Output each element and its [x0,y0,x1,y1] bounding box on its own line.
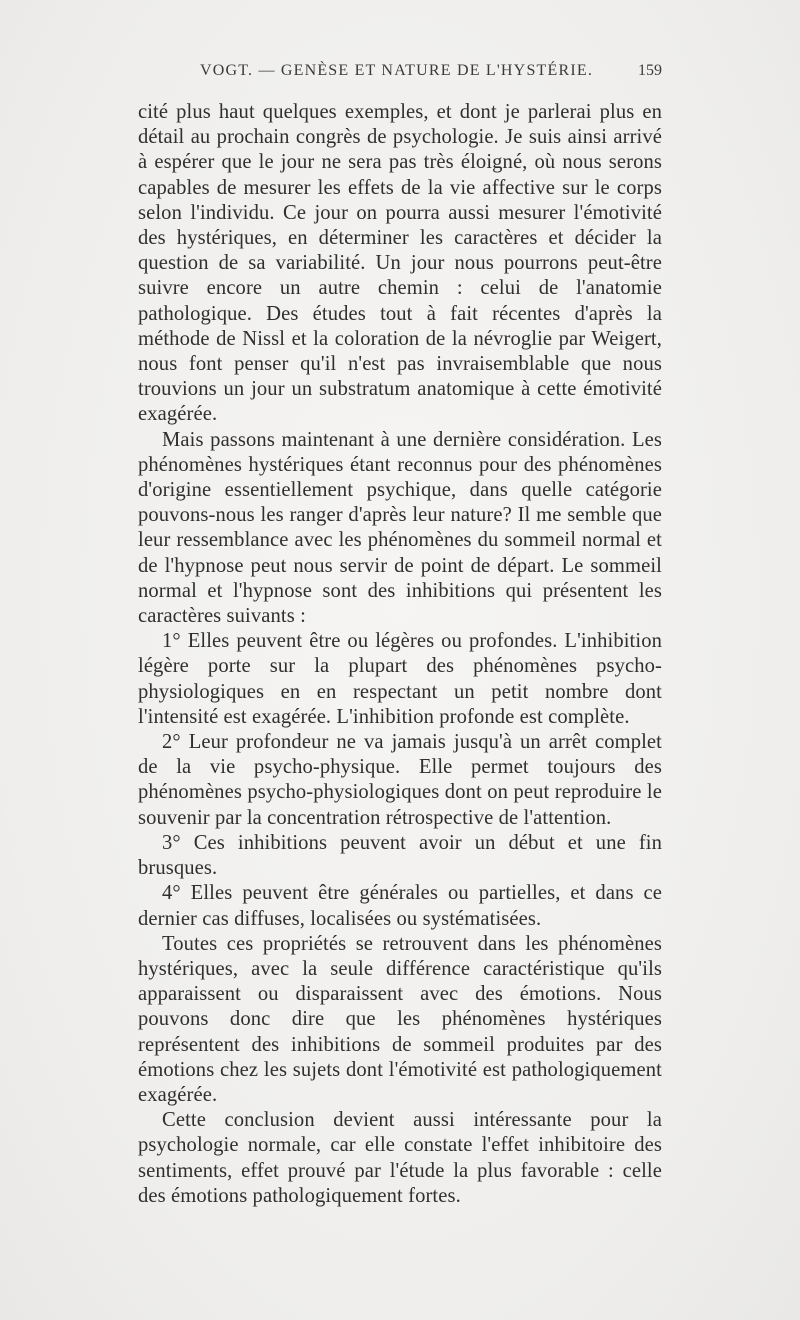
body-text [138,100,662,1209]
paragraph: Mais passons maintenant à une dernière considération. Les phénomènes hystériques étant reconnus pour des phénomènes d'origine essentiellement psychique, dans quelle catégorie pouvons-nous les ranger d'après leur nature? Il me semble que leur ressemblance avec les phénomènes du sommeil normal et de l'hypnose peut nous servir de point de départ. Le sommeil normal et l'hypnose sont des inhibitions qui présentent les caractères suivants : [138,428,662,628]
paragraph: Toutes ces propriétés se retrouvent dans les phénomènes hystériques, avec la seule différence caractéristique qu'ils apparaissent ou disparaissent avec des émotions. Nous pouvons donc dire que les phénomènes hystériques représentent des inhibitions de sommeil produites par des émotions chez les sujets dont l'émotivité est pathologiquement exagérée. [138,932,662,1106]
paragraph: cité plus haut quelques exemples, et dont je parlerai plus en détail au prochain congrès de psychologie. Je suis ainsi arrivé à espérer que le jour ne sera pas très éloigné, où nous serons capables de mesurer les effets de la vie affective sur le corps selon l'individu. Ce jour on pourra aussi mesurer l'émotivité des hystériques, en déterminer les caractères et décider la question de sa variabilité. Un jour nous pourrons peut-être suivre encore un autre chemin : celui de l'anatomie pathologique. Des études tout à fait récentes d'après la méthode de Nissl et la coloration de la névroglie par Weigert, nous font penser qu'il n'est pas invraisemblable que nous trouvions un jour un substratum anatomique à cette émotivité exagérée. [138,101,662,426]
page-header [138,62,662,86]
running-title: VOGT. — GENÈSE ET NATURE DE L'HYSTÉRIE. [200,62,594,79]
list-item: 2° Leur profondeur ne va jamais jusqu'à un arrêt complet de la vie psycho-physique. Elle permet toujours des phénomènes psycho-physiologiques dont on peut reproduire le souvenir par la concentration rétrospective de l'attention. [138,731,662,829]
list-item: 4° Elles peuvent être générales ou partielles, et dans ce dernier cas diffuses, localisées ou systématisées. [138,882,662,930]
paragraph: Cette conclusion devient aussi intéressante pour la psychologie normale, car elle constate l'effet inhibitoire des sentiments, effet prouvé par l'étude la plus favorable : celle des émotions pathologiquement fortes. [138,1109,662,1207]
page-number: 159 [638,62,662,79]
list-item: 3° Ces inhibitions peuvent avoir un début et une fin brusques. [138,831,662,880]
list-item: 1° Elles peuvent être ou légères ou profondes. L'inhibition légère porte sur la plupart des phénomènes psycho-physiologiques en en respectant un petit nombre dont l'intensité est exagérée. L'inhibition profonde est complète. [138,630,662,728]
